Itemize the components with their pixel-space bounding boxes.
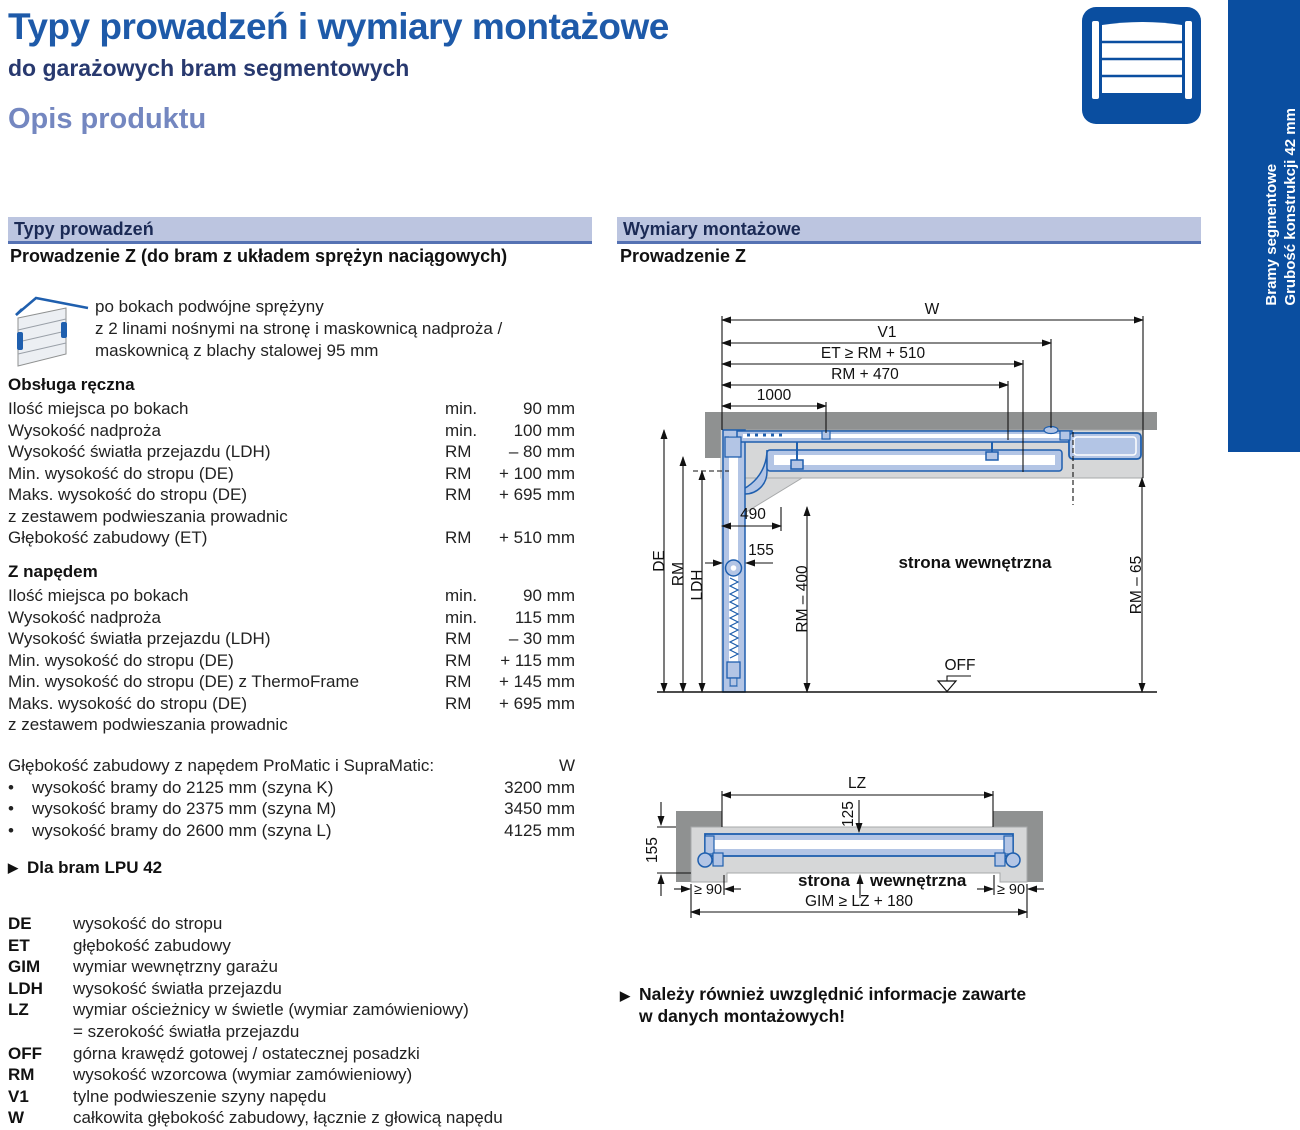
legend-row: RM wysokość wzorcowa (wymiar zamówieniowy) — [8, 1065, 413, 1085]
svg-text:strona wewnętrzna: strona wewnętrzna — [898, 553, 1052, 572]
plan-view-drawing — [617, 752, 1215, 937]
legend-row: ET głębokość zabudowy — [8, 935, 231, 955]
table-row: Ilość miejsca po bokach min. 90 mm — [8, 586, 575, 605]
intro-line-1: po bokach podwójne sprężyny — [95, 297, 324, 316]
table-row: z zestawem podwieszania prowadnic — [8, 506, 288, 526]
powered-operation-table — [8, 562, 575, 736]
operator-depth-table — [8, 755, 575, 841]
table-row: Wysokość światła przejazdu (LDH) RM – 80 mm — [8, 442, 575, 461]
svg-text:strona: strona — [798, 871, 850, 890]
list-item: • wysokość bramy do 2600 mm (szyna L) 4125 mm — [8, 820, 575, 840]
product-family-tab — [1228, 0, 1300, 452]
legend-row: W całkowita głębokość zabudowy, łącznie z głowicą napędu — [8, 1108, 503, 1128]
manual-operation-table — [8, 375, 575, 549]
svg-text:RM: RM — [670, 561, 687, 587]
legend-row: LZ wymiar ościeżnicy w świetle (wymiar zamówieniowy) — [8, 1000, 469, 1020]
svg-text:155: 155 — [748, 542, 774, 559]
installation-note — [620, 983, 1026, 1027]
legend-row: GIM wymiar wewnętrzny garażu — [8, 957, 279, 977]
legend-row: LDH wysokość światła przejazdu — [8, 978, 282, 998]
product-family-tab-text — [1262, 108, 1300, 306]
svg-text:125: 125 — [840, 801, 857, 827]
table-row: Ilość miejsca po bokach min. 90 mm — [8, 399, 575, 418]
svg-text:wewnętrzna: wewnętrzna — [870, 871, 967, 890]
legend-row: OFF górna krawędź gotowej / ostatecznej posadzki — [8, 1043, 420, 1063]
legend-row: DE wysokość do stropu — [8, 914, 223, 933]
svg-text:DE: DE — [651, 550, 668, 572]
manual-heading: Obsługa ręczna — [8, 375, 135, 394]
dimension-legend — [8, 913, 588, 1129]
note-text: Należy również uwzględnić informacje zawarte w danych montażowych! — [639, 984, 1027, 1026]
spring-door-icon — [8, 292, 92, 373]
svg-text:V1: V1 — [877, 324, 897, 341]
table-row: Min. wysokość do stropu (DE) z ThermoFrame RM + 145 mm — [8, 672, 575, 691]
table-row: Min. wysokość do stropu (DE) RM + 100 mm — [8, 463, 575, 483]
svg-text:490: 490 — [740, 506, 766, 523]
tab-line-1: Bramy segmentowe — [1263, 164, 1280, 306]
legend-row: = szerokość światła przejazdu — [73, 1021, 300, 1041]
table-row: z zestawem podwieszania prowadnic — [8, 715, 288, 734]
table-row: Wysokość nadproża min. 100 mm — [8, 420, 575, 440]
svg-text:LZ: LZ — [847, 775, 867, 792]
table-header-row: Głębokość zabudowy z napędem ProMatic i SupraMatic: W — [8, 756, 575, 775]
table-row: Min. wysokość do stropu (DE) RM + 115 mm — [8, 650, 575, 670]
svg-text:155: 155 — [644, 837, 661, 863]
section-header-right: Wymiary montażowe — [617, 217, 1201, 244]
svg-text:LDH: LDH — [689, 569, 706, 601]
section-header-left: Typy prowadzeń — [8, 217, 592, 244]
svg-text:OFF: OFF — [944, 657, 976, 674]
list-item: • wysokość bramy do 2125 mm (szyna K) 3200 mm — [8, 777, 575, 797]
svg-text:RM – 400: RM – 400 — [794, 565, 811, 633]
svg-text:RM – 65: RM – 65 — [1128, 555, 1145, 615]
intro-paragraph — [95, 296, 502, 362]
svg-text:W: W — [924, 301, 940, 318]
table-row: Maks. wysokość do stropu (DE) RM + 695 mm — [8, 485, 575, 504]
table-row: Wysokość światła przejazdu (LDH) RM – 30 mm — [8, 629, 575, 648]
svg-text:≥ 90: ≥ 90 — [693, 882, 723, 898]
tab-line-2: Grubość konstrukcji 42 mm — [1282, 108, 1299, 306]
svg-text:≥ 90: ≥ 90 — [996, 882, 1026, 898]
sectional-door-icon — [1082, 7, 1202, 130]
side-view-drawing — [617, 300, 1215, 705]
svg-text:GIM ≥ LZ + 180: GIM ≥ LZ + 180 — [804, 893, 914, 910]
right-subsection-title: Prowadzenie Z — [620, 246, 747, 266]
svg-text:1000: 1000 — [756, 387, 792, 404]
list-item: • wysokość bramy do 2375 mm (szyna M) 3450 mm — [8, 799, 575, 818]
svg-text:ET ≥ RM + 510: ET ≥ RM + 510 — [820, 345, 926, 362]
left-subsection-title: Prowadzenie Z (do bram z układem sprężyn naciągowych) — [10, 246, 508, 266]
table-row: Wysokość nadproża min. 115 mm — [8, 607, 575, 627]
table-row: Maks. wysokość do stropu (DE) RM + 695 mm — [8, 693, 575, 713]
legend-row: V1 tylne podwieszenie szyny napędu — [8, 1086, 327, 1106]
section-label: Opis produktu — [8, 103, 207, 135]
powered-heading: Z napędem — [8, 562, 98, 581]
svg-text:RM + 470: RM + 470 — [831, 366, 899, 383]
page-title: Typy prowadzeń i wymiary montażowe — [8, 6, 669, 47]
lpu-note: ▶ Dla bram LPU 42 — [8, 858, 163, 877]
intro-line-3: maskownicą z blachy stalowej 95 mm — [95, 341, 379, 360]
page-subtitle: do garażowych bram segmentowych — [8, 55, 410, 81]
pointer-triangle-icon: ▶ — [620, 988, 630, 1003]
intro-line-2: z 2 linami nośnymi na stronę i maskownicą nadproża / — [95, 319, 503, 338]
table-row: Głębokość zabudowy (ET) RM + 510 mm — [8, 528, 575, 547]
pointer-triangle-icon: ▶ — [8, 860, 18, 875]
